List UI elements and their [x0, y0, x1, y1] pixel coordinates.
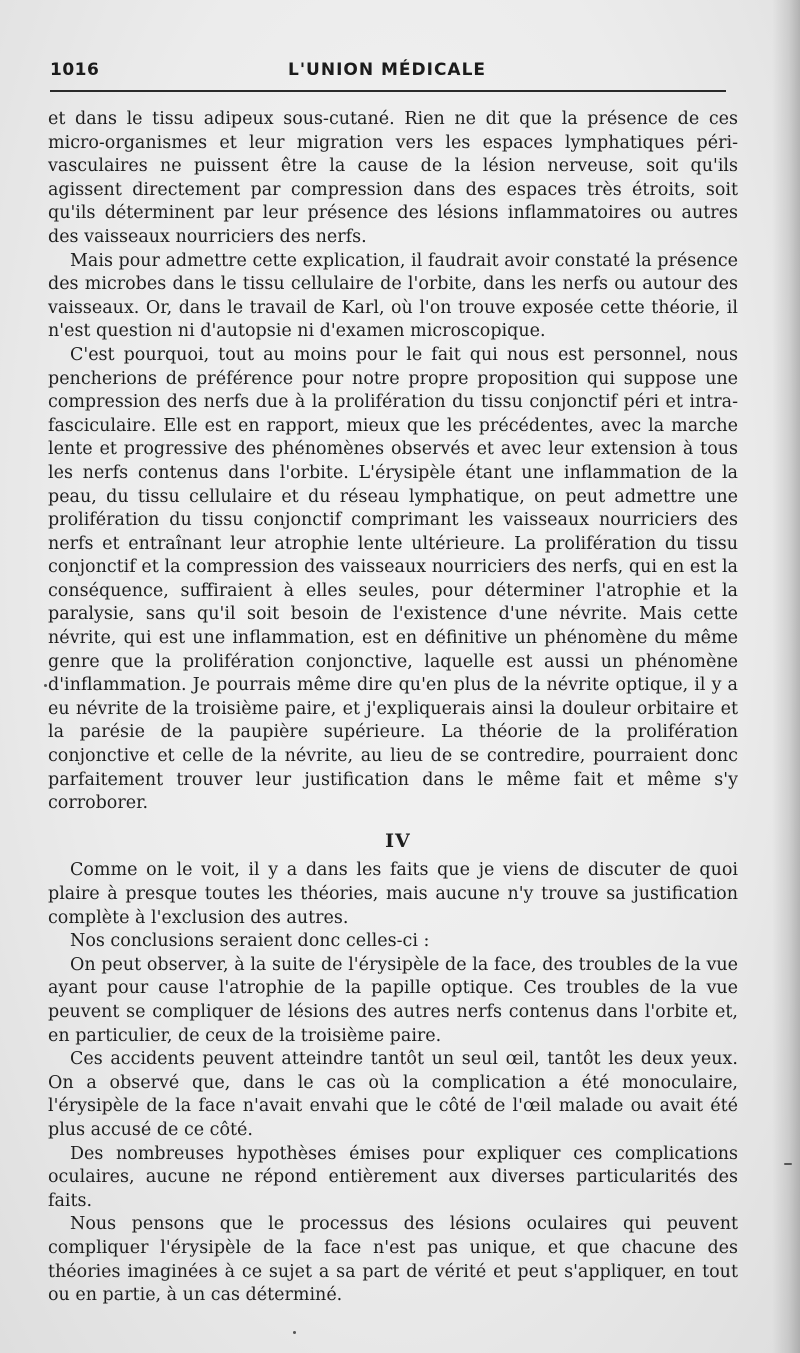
paragraph: On peut observer, à la suite de l'érysipèle de la face, des troubles de la vue ayant pour cause l'atrophie de la papille optique. Ces troubles de la vue peuvent se compliquer de lésions des autres nerfs contenus dans l'orbite et, en particulier, de ceux de la troisième paire. [48, 954, 738, 1046]
paragraph: Nous pensons que le processus des lésions oculaires qui peuvent compliquer l'érysipèle de la face n'est pas unique, et que chacune des théories imaginées à ce sujet a sa part de vérité et peut s'appliquer, en tout ou en partie, à un cas déterminé. [48, 1214, 738, 1306]
paragraph: Nos conclusions seraient donc celles-ci : [70, 931, 430, 952]
page-header [50, 58, 726, 88]
ink-speck [44, 684, 47, 687]
paragraph: Ces accidents peuvent atteindre tantôt un seul œil, tantôt les deux yeux. On a observé que, dans le cas où la complication a été monoculaire, l'érysipèle de la face n'avait envahi que le côté de l'œil malade ou avait été plus accusé de ce côté. [48, 1049, 738, 1140]
running-title: L'UNION MÉDICALE [288, 60, 487, 80]
paragraph: Mais pour admettre cette explication, il faudrait avoir constaté la présence des microbes dans le tissu cellulaire de l'orbite, dans les nerfs ou autour des vaisseaux. Or, dans le travail de Karl, où l'on trouve exposée cette théorie, il n'est question ni d'autopsie ni d'examen microscopique. [48, 250, 738, 342]
ink-speck [784, 1163, 792, 1165]
paragraph: Comme on le voit, il y a dans les faits que je viens de discuter de quoi plaire à presque toutes les théories, mais aucune n'y trouve sa justification complète à l'exclusion des autres. [48, 860, 738, 928]
ink-speck [293, 1331, 296, 1334]
page-number: 1016 [50, 60, 100, 80]
header-rule [50, 90, 726, 92]
section-heading: IV [385, 829, 411, 852]
page-edge-shadow [772, 0, 800, 1353]
article-body [48, 108, 738, 1308]
paragraph: et dans le tissu adipeux sous-cutané. Rien ne dit que la présence de ces micro-organismes et leur migration vers les espaces lymphatiques péri-vasculaires ne puissent être la cause de la lésion nerveuse, soit qu'ils agissent directement par compression dans des espaces très étroits, soit qu'ils déterminent par leur présence des lésions inflammatoires ou autres des vaisseaux nourriciers des nerfs. [48, 109, 738, 247]
paragraph: Des nombreuses hypothèses émises pour expliquer ces complications oculaires, aucune ne répond entièrement aux diverses particularités des faits. [48, 1143, 738, 1211]
paragraph: C'est pourquoi, tout au moins pour le fait qui nous est personnel, nous pencherions de préférence pour notre propre proposition qui suppose une compression des nerfs due à la prolifération du tissu conjonctif péri et intra-fasciculaire. Elle est en rapport, mieux que les précédentes, avec la marche lente et progressive des phénomènes observés et avec leur extension à tous les nerfs contenus dans l'orbite. L'érysipèle étant une inflammation de la peau, du tissu cellulaire et du réseau lymphatique, on peut admettre une prolifération du tissu conjonctif comprimant les vaisseaux nourriciers des nerfs et entraînant leur atrophie lente ultérieure. La prolifération du tissu conjonctif et la compression des vaisseaux nourriciers des nerfs, qui en est la conséquence, suffiraient à elles seules, pour déterminer l'atrophie et la paralysie, sans qu'il soit besoin de l'existence d'une névrite. Mais cette névrite, qui est une inflammation, est en définitive un phénomène du même genre que la prolifération conjonctive, laquelle est aussi un phénomène d'inflammation. Je pourrais même dire qu'en plus de la névrite optique, il y a eu névrite de la troisième paire, et j'expliquerais ainsi la douleur orbitaire et la parésie de la paupière supérieure. La théorie de la prolifération conjonctive et celle de la névrite, au lieu de se contredire, pourraient donc parfaitement trouver leur justification dans le même fait et même s'y corroborer. [48, 344, 738, 814]
